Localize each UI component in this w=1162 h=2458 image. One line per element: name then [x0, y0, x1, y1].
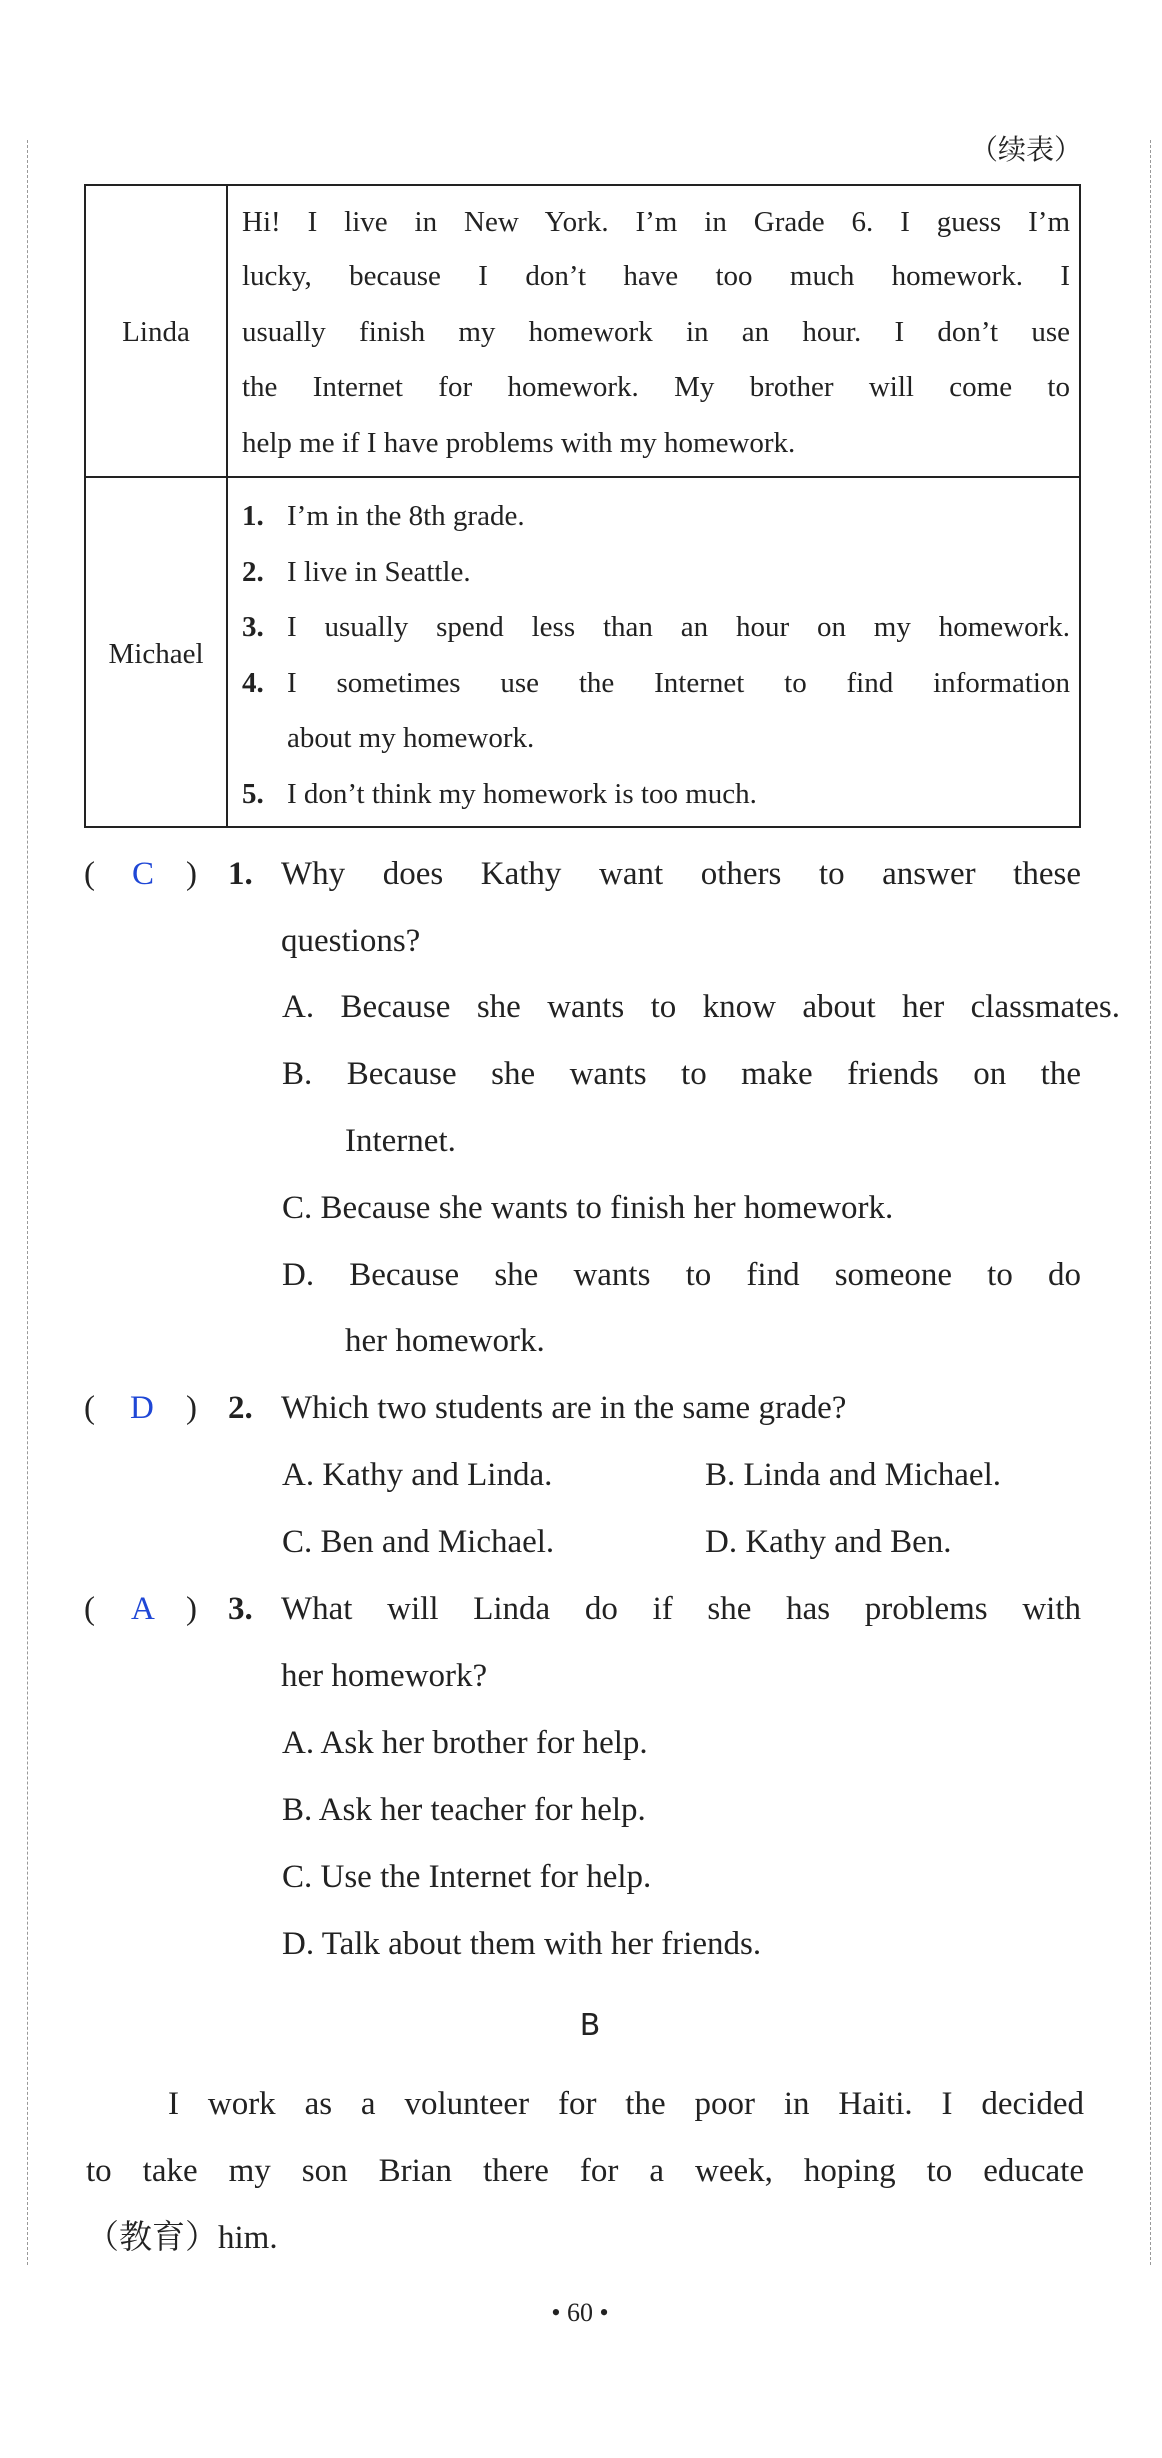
linda-line: help me if I have problems with my homework. [242, 427, 796, 459]
passage-line: I work as a volunteer for the poor in Haiti. I decided [168, 2086, 1084, 2122]
answer-paren-open: ( [84, 856, 95, 892]
option-b: B. Because she wants to make friends on the [282, 1056, 1081, 1092]
michael-item: I don’t think my homework is too much. [287, 778, 757, 810]
option-d: D. Kathy and Ben. [705, 1524, 952, 1560]
option-d: D. Talk about them with her friends. [282, 1926, 762, 1962]
answer-paren-close: ) [186, 1591, 197, 1627]
michael-item-number: 5. [242, 778, 264, 810]
answer-q1: C [132, 856, 155, 892]
michael-item: I’m in the 8th grade. [287, 500, 525, 532]
michael-item-number: 2. [242, 556, 264, 588]
question-stem: What will Linda do if she has problems with [281, 1591, 1081, 1627]
answer-paren-open: ( [84, 1390, 95, 1426]
table-column-divider [226, 184, 228, 828]
michael-item: I sometimes use the Internet to find information [287, 667, 1070, 699]
passage-line: （教育）him. [86, 2220, 278, 2256]
answer-q3: A [131, 1591, 155, 1627]
michael-item-continued: about my homework. [287, 722, 535, 754]
question-stem: Why does Kathy want others to answer these [281, 856, 1081, 892]
option-a: A. Kathy and Linda. [282, 1457, 553, 1493]
michael-item-number: 1. [242, 500, 264, 532]
question-number: 3. [228, 1591, 253, 1627]
option-c: C. Ben and Michael. [282, 1524, 555, 1560]
continued-label: （续表） [969, 133, 1082, 166]
question-stem: questions? [281, 923, 421, 959]
question-stem: her homework? [281, 1658, 488, 1694]
option-c: C. Use the Internet for help. [282, 1859, 652, 1895]
linda-line: usually finish my homework in an hour. I don’t use [242, 316, 1070, 348]
answer-q2: D [130, 1390, 154, 1426]
row-name-linda: Linda [122, 316, 190, 348]
question-number: 1. [228, 856, 253, 892]
option-a: A. Ask her brother for help. [282, 1725, 648, 1761]
option-b-continued: Internet. [345, 1123, 456, 1159]
table-row-divider [84, 476, 1081, 478]
michael-item: I live in Seattle. [287, 556, 471, 588]
option-b: B. Ask her teacher for help. [282, 1792, 646, 1828]
option-a: A. Because she wants to know about her classmates. [282, 989, 1120, 1025]
option-b: B. Linda and Michael. [705, 1457, 1002, 1493]
right-margin-dashed-line [1150, 140, 1151, 2265]
michael-item-number: 4. [242, 667, 264, 699]
linda-line: Hi! I live in New York. I’m in Grade 6. I guess I’m [242, 206, 1070, 238]
answer-paren-close: ) [186, 1390, 197, 1426]
michael-item: I usually spend less than an hour on my homework. [287, 611, 1070, 643]
left-margin-dashed-line [27, 140, 28, 2265]
linda-line: lucky, because I don’t have too much homework. I [242, 260, 1070, 292]
passage-line: to take my son Brian there for a week, hoping to educate [86, 2153, 1084, 2189]
row-name-michael: Michael [108, 638, 204, 670]
answer-paren-close: ) [186, 856, 197, 892]
michael-item-number: 3. [242, 611, 264, 643]
question-stem: Which two students are in the same grade? [281, 1390, 847, 1426]
linda-line: the Internet for homework. My brother will come to [242, 371, 1070, 403]
option-d: D. Because she wants to find someone to do [282, 1257, 1081, 1293]
section-heading: B [579, 2008, 601, 2043]
question-number: 2. [228, 1390, 253, 1426]
option-c: C. Because she wants to finish her homework. [282, 1190, 894, 1226]
page-number: • 60 • [551, 2298, 609, 2327]
answer-paren-open: ( [84, 1591, 95, 1627]
option-d-continued: her homework. [345, 1323, 545, 1359]
